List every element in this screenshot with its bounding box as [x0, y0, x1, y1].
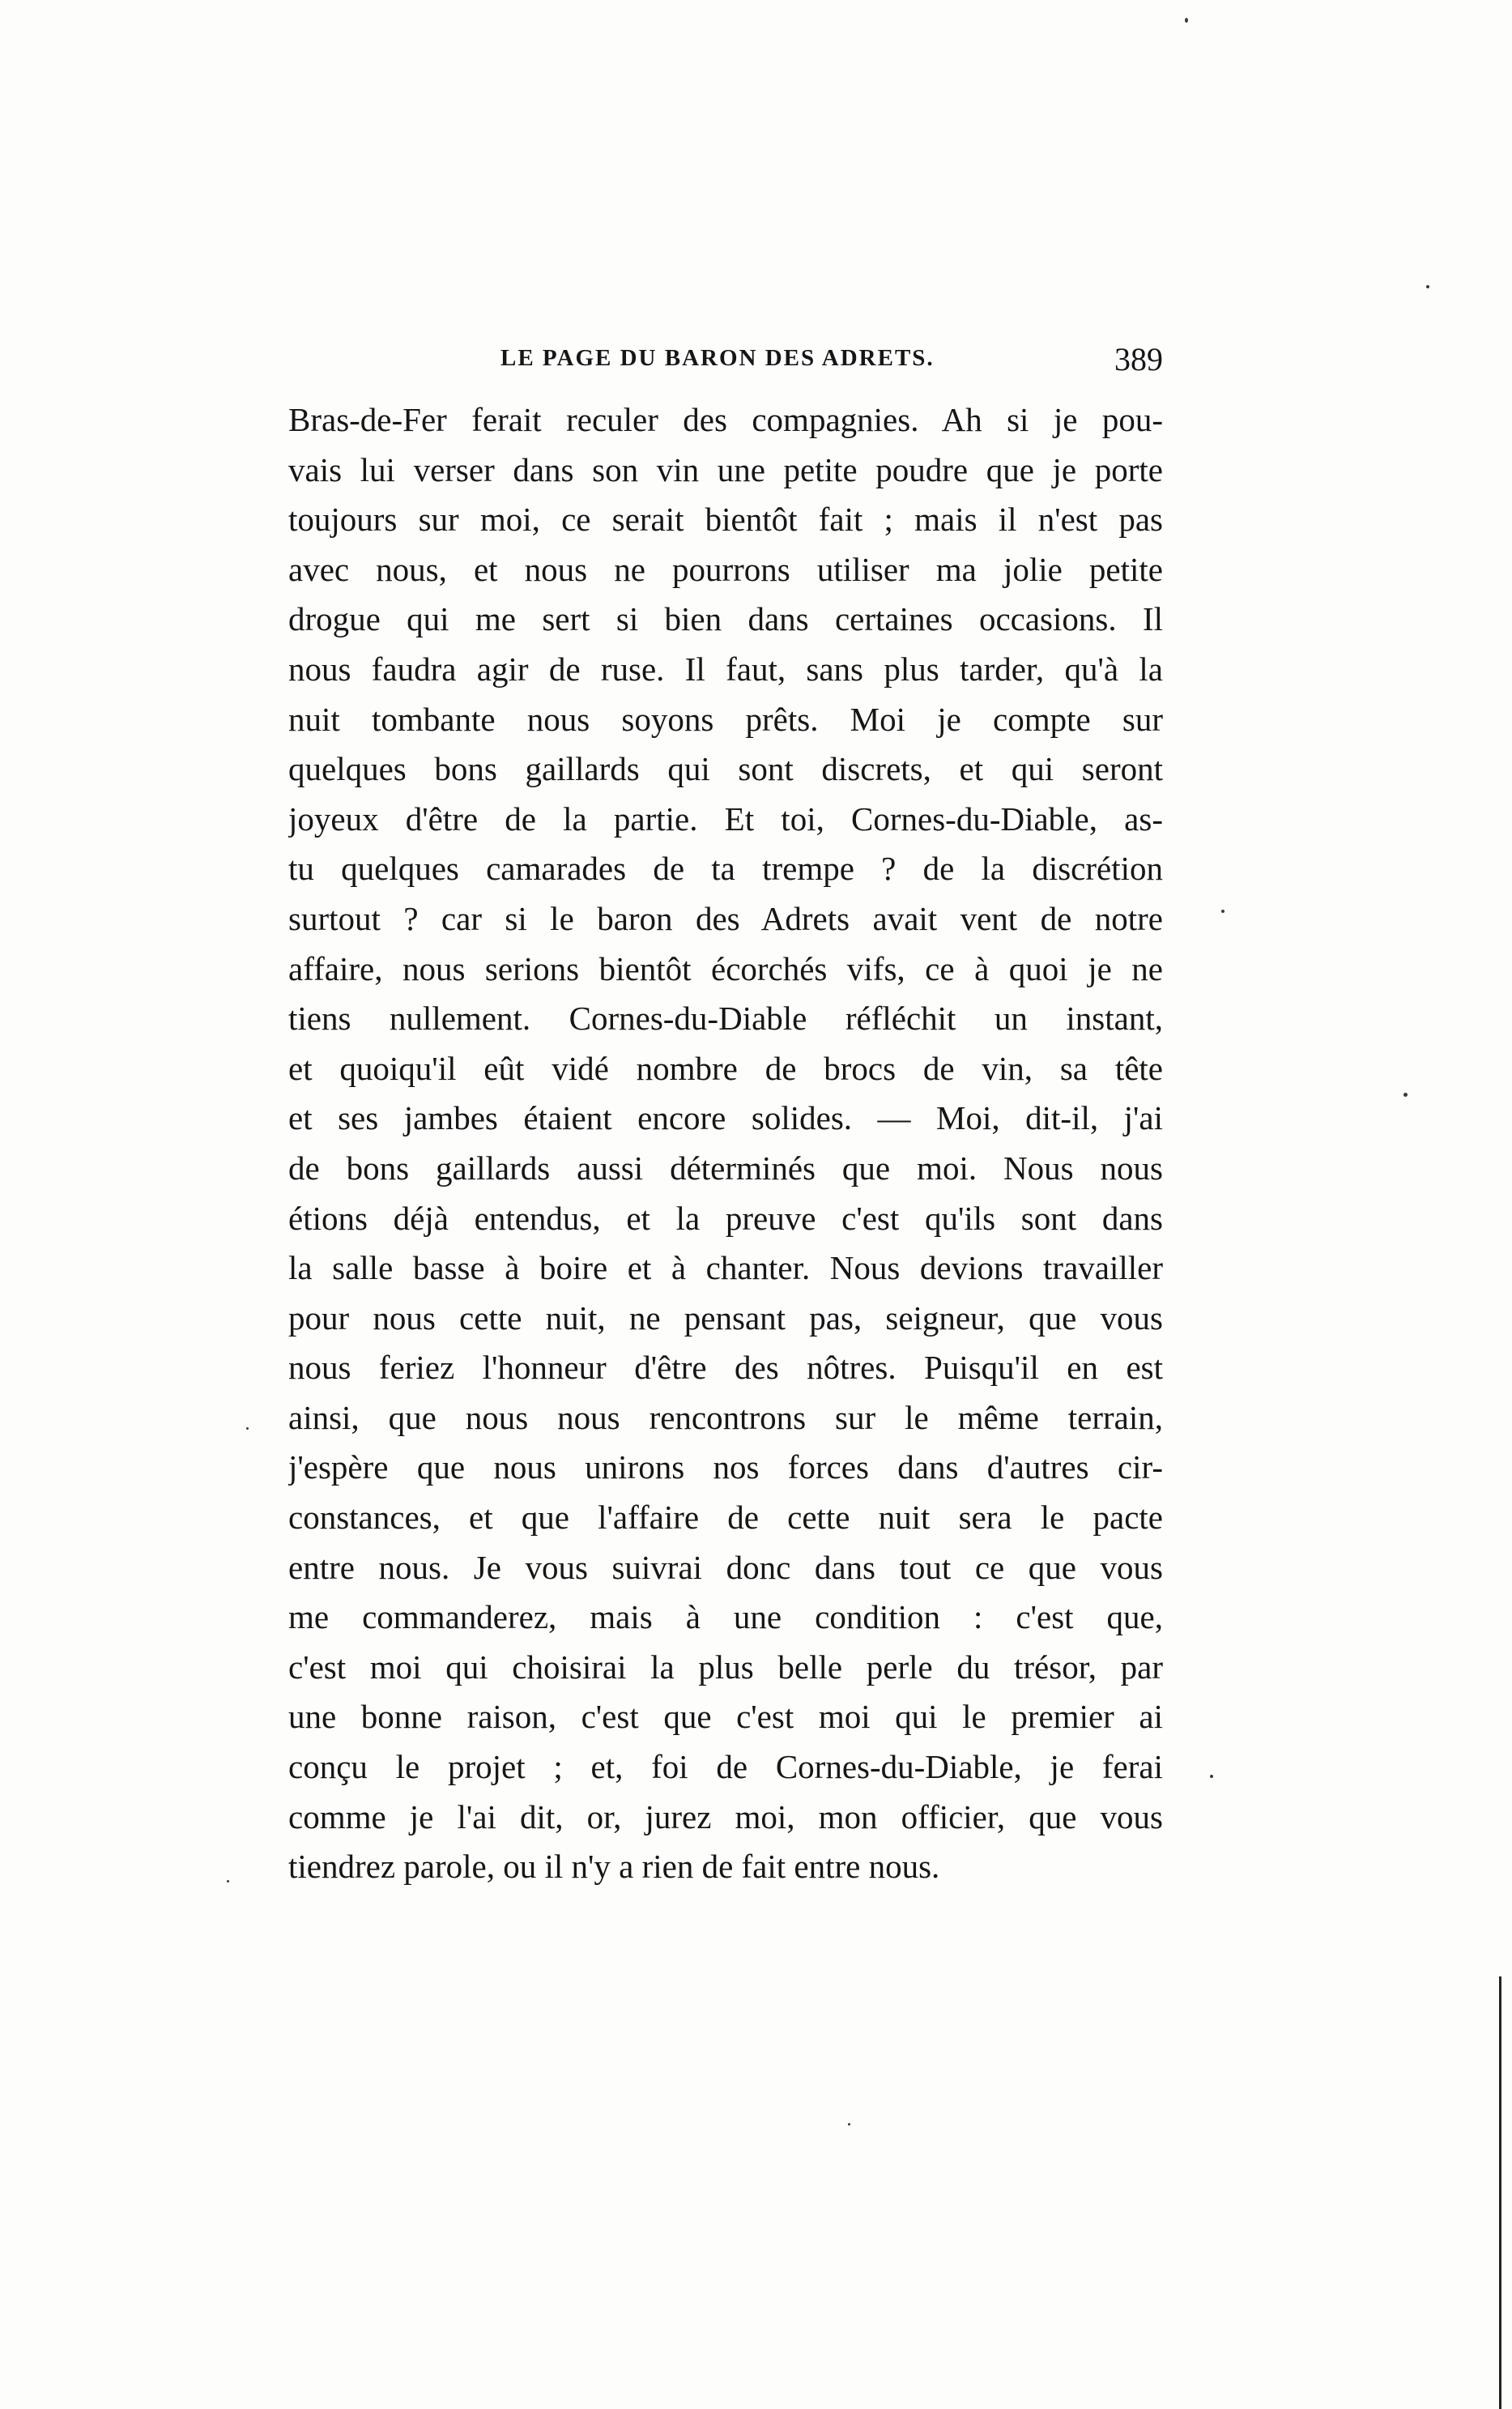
- text-line: me commanderez, mais à une condition : c'est que,: [288, 1598, 1163, 1636]
- text-line: ainsi, que nous nous rencontrons sur le même terrain,: [288, 1398, 1163, 1436]
- text-line: comme je l'ai dit, or, jurez moi, mon officier, que vous: [288, 1797, 1163, 1836]
- text-line: Bras-de-Fer ferait reculer des compagnies. Ah si je pou-: [288, 401, 1163, 438]
- text-line: nuit tombante nous soyons prêts. Moi je compte sur: [288, 700, 1163, 738]
- scan-speck: [1185, 18, 1188, 23]
- running-title: LE PAGE DU BARON DES ADRETS.: [500, 345, 935, 371]
- scan-edge-line: [1499, 1976, 1501, 2409]
- scan-speck: [227, 1880, 229, 1882]
- scan-speck: [1221, 910, 1225, 913]
- text-line: affaire, nous serions bientôt écorchés vifs, ce à quoi je ne: [288, 949, 1163, 987]
- scan-speck: [1210, 1775, 1213, 1778]
- text-line: joyeux d'être de la partie. Et toi, Cornes-du-Diable, as-: [288, 799, 1163, 838]
- text-line: conçu le projet ; et, foi de Cornes-du-Diable, je ferai: [288, 1748, 1163, 1786]
- text-line: tiens nullement. Cornes-du-Diable réfléchit un instant,: [288, 1000, 1163, 1038]
- text-line: nous faudra agir de ruse. Il faut, sans plus tarder, qu'à la: [288, 650, 1163, 688]
- text-line: quelques bons gaillards qui sont discrets, et qui seront: [288, 750, 1163, 788]
- text-line: et quoiqu'il eût vidé nombre de brocs de vin, sa tête: [288, 1049, 1163, 1087]
- text-line: toujours sur moi, ce serait bientôt fait ; mais il n'est pas: [288, 501, 1163, 539]
- running-head: [288, 341, 1163, 394]
- scan-speck: [246, 1427, 249, 1430]
- text-line: étions déjà entendus, et la preuve c'est qu'ils sont dans: [288, 1199, 1163, 1237]
- body-text: [288, 395, 1163, 1892]
- text-line: avec nous, et nous ne pourrons utiliser ma jolie petite: [288, 550, 1163, 588]
- text-line: et ses jambes étaient encore solides. — Moi, dit-il, j'ai: [288, 1099, 1163, 1137]
- scan-speck: [848, 2123, 850, 2125]
- text-line: une bonne raison, c'est que c'est moi qui le premier ai: [288, 1698, 1163, 1736]
- text-line: la salle basse à boire et à chanter. Nous devions travailler: [288, 1249, 1163, 1287]
- scan-speck: [1403, 1093, 1408, 1097]
- text-line: constances, et que l'affaire de cette nuit sera le pacte: [288, 1499, 1163, 1537]
- text-line: nous feriez l'honneur d'être des nôtres. Puisqu'il en est: [288, 1349, 1163, 1387]
- text-line: pour nous cette nuit, ne pensant pas, seigneur, que vous: [288, 1298, 1163, 1337]
- text-line: vais lui verser dans son vin une petite poudre que je porte: [288, 450, 1163, 488]
- text-line: tu quelques camarades de ta trempe ? de la discrétion: [288, 850, 1163, 888]
- text-line: c'est moi qui choisirai la plus belle perle du trésor, par: [288, 1648, 1163, 1686]
- text-line: tiendrez parole, ou il n'y a rien de fait entre nous.: [288, 1848, 940, 1886]
- text-line: j'espère que nous unirons nos forces dans d'autres cir-: [288, 1448, 1163, 1486]
- text-line: surtout ? car si le baron des Adrets avait vent de notre: [288, 899, 1163, 937]
- text-line: entre nous. Je vous suivrai donc dans tout ce que vous: [288, 1548, 1163, 1586]
- page-number: 389: [1114, 341, 1163, 377]
- scan-speck: [1426, 285, 1429, 288]
- text-line: de bons gaillards aussi déterminés que moi. Nous nous: [288, 1149, 1163, 1187]
- text-line: drogue qui me sert si bien dans certaines occasions. Il: [288, 600, 1163, 638]
